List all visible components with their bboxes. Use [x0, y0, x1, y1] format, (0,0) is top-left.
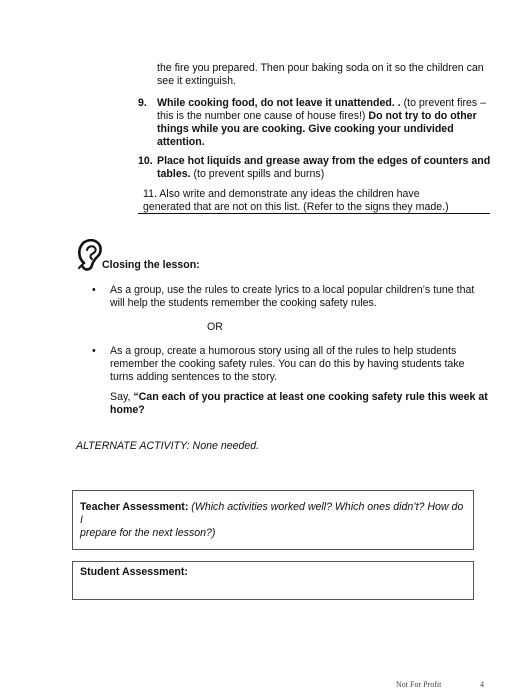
bullet-2-line-2: remember the cooking safety rules. You can do this by having students take — [110, 358, 465, 370]
step-9-note: (to prevent fires – — [400, 97, 487, 109]
bullet-icon: • — [92, 284, 96, 296]
closing-say — [110, 391, 490, 417]
ear-icon — [76, 237, 104, 273]
step-8-line-2: see it extinguish. — [157, 75, 236, 87]
step-9 — [138, 97, 490, 149]
step-9-warning-3: attention. — [157, 136, 205, 148]
teacher-assessment-box[interactable] — [72, 490, 474, 550]
teacher-assessment-question-1: (Which activities worked well? Which ones didn’t? How do I — [80, 501, 464, 526]
closing-heading: Closing the lesson: — [102, 259, 200, 271]
step-9-warning-1: Do not try to do other — [365, 110, 477, 122]
step-10-number: 10. — [138, 155, 153, 167]
say-question: “Can each of you practice at least one cooking safety rule this week at — [133, 391, 488, 403]
step-9-number: 9. — [138, 97, 147, 109]
or-separator: OR — [207, 321, 223, 333]
teacher-assessment-label: Teacher Assessment: — [80, 501, 189, 513]
bullet-1-line-2: will help the students remember the cooking safety rules. — [110, 297, 377, 309]
student-assessment-label: Student Assessment: — [80, 566, 188, 578]
alternate-activity: ALTERNATE ACTIVITY: None needed. — [76, 440, 260, 452]
step-8-continuation — [157, 62, 497, 88]
step-11-underline — [138, 213, 490, 214]
closing-bullet-2 — [92, 345, 492, 384]
step-9-warning-2: things while you are cooking. Give cooking your undivided — [157, 123, 454, 135]
step-10 — [138, 155, 490, 181]
step-11-line-1: 11. Also write and demonstrate any ideas the children have — [143, 188, 420, 200]
step-8-line-1: the fire you prepared. Then pour baking soda on it so the children can — [157, 62, 484, 74]
step-10-note: (to prevent spills and burns) — [190, 168, 325, 180]
step-9-text — [157, 97, 493, 149]
say-question-end: home? — [110, 404, 145, 416]
step-11-line-2: generated that are not on this list. (Refer to the signs they made.) — [143, 201, 449, 213]
student-assessment-box[interactable] — [72, 561, 474, 600]
step-9-reason: this is the number one cause of house fires!) — [157, 110, 366, 122]
bullet-2-line-3: turns adding sentences to the story. — [110, 371, 278, 383]
closing-bullet-1 — [92, 284, 492, 310]
footer-text: Not For Profit — [396, 680, 442, 689]
step-9-title: While cooking food, do not leave it unattended. . — [157, 97, 401, 109]
step-11 — [143, 188, 493, 214]
say-prefix: Say, — [110, 391, 134, 403]
step-10-text — [157, 155, 493, 181]
bullet-1-line-1: As a group, use the rules to create lyrics to a local popular children’s tune that — [110, 284, 475, 296]
bullet-icon: • — [92, 345, 96, 357]
bullet-2-line-1: As a group, create a humorous story using all of the rules to help students — [110, 345, 457, 357]
page-number: 4 — [480, 680, 484, 689]
teacher-assessment-question-2: prepare for the next lesson?) — [80, 527, 216, 539]
step-10-title: Place hot liquids and grease away from the edges of counters and — [157, 155, 491, 167]
step-10-title-end: tables. — [157, 168, 191, 180]
